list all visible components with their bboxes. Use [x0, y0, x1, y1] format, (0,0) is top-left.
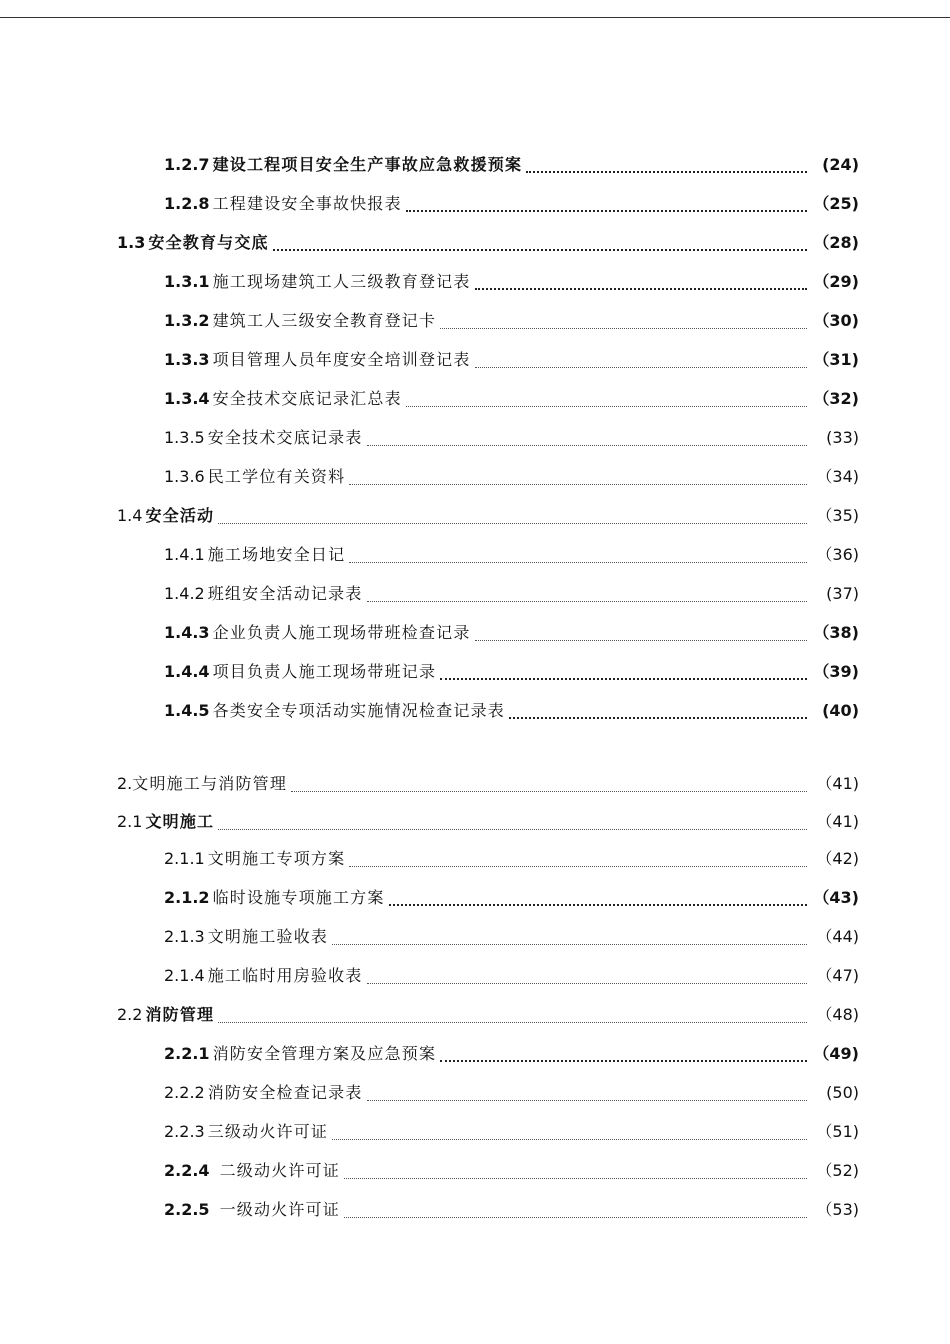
toc-entry-title: 建设工程项目安全生产事故应急救援预案 — [212, 155, 523, 174]
toc-entry-page: (24) — [822, 155, 859, 174]
toc-entry-page: (37) — [826, 584, 859, 603]
toc-entry-1-4-4[interactable] — [0, 659, 950, 685]
dot-leader — [332, 943, 807, 945]
dot-leader — [218, 1021, 807, 1023]
dot-leader — [291, 790, 807, 792]
dot-leader — [440, 327, 807, 329]
toc-entry-2[interactable] — [0, 771, 950, 797]
toc-entry-page: （53) — [816, 1200, 859, 1219]
toc-entry-2-1-4[interactable] — [0, 963, 950, 989]
toc-entry-title: 安全技术交底记录表 — [207, 428, 363, 447]
toc-entry-2-2[interactable] — [0, 1002, 950, 1028]
toc-entry-2-2-5[interactable] — [0, 1197, 950, 1223]
toc-entry-number: 2.1.2 — [164, 888, 210, 907]
toc-entry-label — [164, 152, 522, 178]
dot-leader — [367, 1099, 807, 1101]
toc-entry-title: 建筑工人三级安全教育登记卡 — [212, 311, 437, 330]
toc-entry-number: 1.4 — [117, 506, 143, 525]
dot-leader — [475, 366, 807, 368]
toc-entry-number: 1.4.2 — [164, 584, 205, 603]
toc-entry-number: 2.2.5 — [164, 1200, 210, 1219]
toc-entry-2-1-3[interactable] — [0, 924, 950, 950]
toc-entry-title: 文明施工 — [145, 812, 215, 831]
toc-entry-label — [164, 1080, 363, 1106]
toc-entry-page: （35) — [816, 506, 859, 525]
toc-entry-page: (40) — [822, 701, 859, 720]
dot-leader — [367, 444, 807, 446]
dot-leader — [349, 483, 807, 485]
toc-entry-label — [164, 308, 436, 334]
toc-entry-title: 工程建设安全事故快报表 — [212, 194, 402, 213]
toc-entry-number: 2.1.3 — [164, 927, 205, 946]
toc-entry-label — [117, 809, 214, 835]
toc-entry-label — [164, 846, 345, 872]
toc-entry-number: 1.4.5 — [164, 701, 210, 720]
dot-leader — [273, 248, 807, 251]
toc-entry-title: 二级动火许可证 — [219, 1161, 340, 1180]
toc-entry-1-3-1[interactable] — [0, 269, 950, 295]
toc-entry-page: （42) — [816, 849, 859, 868]
dot-leader — [406, 209, 807, 212]
toc-entry-label — [164, 1119, 328, 1145]
toc-entry-number: 2.2 — [117, 1005, 143, 1024]
toc-entry-title: 消防管理 — [145, 1005, 215, 1024]
toc-entry-label — [117, 1002, 214, 1028]
toc-entry-page: （48) — [816, 1005, 859, 1024]
toc-entry-title: 消防安全检查记录表 — [207, 1083, 363, 1102]
toc-entry-title: 文明施工专项方案 — [207, 849, 346, 868]
toc-entry-title: 项目负责人施工现场带班记录 — [212, 662, 437, 681]
toc-entry-label — [164, 620, 471, 646]
toc-entry-number: 1.2.7 — [164, 155, 210, 174]
toc-entry-title: 文明施工验收表 — [207, 927, 329, 946]
toc-entry-number: 1.4.3 — [164, 623, 210, 642]
toc-entry-title: 文明施工与消防管理 — [132, 774, 288, 793]
toc-entry-title: 三级动火许可证 — [207, 1122, 329, 1141]
dot-leader — [349, 865, 807, 867]
toc-entry-number: 1.3 — [117, 233, 146, 252]
toc-entry-title: 临时设施专项施工方案 — [212, 888, 385, 907]
toc-entry-number: 2.1.1 — [164, 849, 205, 868]
toc-entry-label — [164, 885, 385, 911]
toc-entry-label — [164, 1158, 340, 1184]
toc-entry-label — [164, 386, 402, 412]
toc-entry-label — [117, 230, 269, 256]
toc-entry-page: （52) — [816, 1161, 859, 1180]
toc-entry-page: (33) — [826, 428, 859, 447]
toc-entry-2-1[interactable] — [0, 809, 950, 835]
toc-entry-page: （39) — [813, 662, 859, 681]
toc-entry-title: 安全活动 — [145, 506, 215, 525]
toc-entry-title: 各类安全专项活动实施情况检查记录表 — [212, 701, 505, 720]
toc-entry-title: 班组安全活动记录表 — [207, 584, 363, 603]
dot-leader — [440, 677, 807, 680]
toc-entry-page: （43) — [813, 888, 859, 907]
toc-entry-title: 消防安全管理方案及应急预案 — [212, 1044, 437, 1063]
toc-entry-number: 2.2.4 — [164, 1161, 210, 1180]
toc-entry-page: （41) — [816, 774, 859, 793]
toc-entry-page: （32) — [813, 389, 859, 408]
dot-leader — [526, 170, 807, 173]
toc-entry-2-2-1[interactable] — [0, 1041, 950, 1067]
dot-leader — [349, 561, 807, 563]
toc-entry-label — [164, 425, 363, 451]
toc-entry-label — [164, 924, 328, 950]
toc-entry-1-4-3[interactable] — [0, 620, 950, 646]
toc-entry-page: （28) — [813, 233, 859, 252]
dot-leader — [475, 639, 807, 641]
toc-entry-number: 1.2.8 — [164, 194, 210, 213]
toc-entry-label — [164, 347, 471, 373]
toc-entry-2-2-3[interactable] — [0, 1119, 950, 1145]
toc-entry-number: 2. — [117, 774, 133, 793]
dot-leader — [344, 1177, 807, 1179]
toc-entry-1-4-5[interactable] — [0, 698, 950, 724]
dot-leader — [218, 828, 807, 830]
dot-leader — [509, 716, 807, 719]
toc-entry-1-4[interactable] — [0, 503, 950, 529]
dot-leader — [440, 1059, 807, 1062]
toc-entry-label — [164, 1197, 340, 1223]
toc-entry-1-2-8[interactable] — [0, 191, 950, 217]
toc-entry-page: （41) — [816, 812, 859, 831]
toc-entry-label — [164, 191, 402, 217]
dot-leader — [406, 405, 807, 407]
toc-entry-number: 2.2.3 — [164, 1122, 205, 1141]
toc-entry-label — [164, 269, 471, 295]
toc-entry-number: 2.2.1 — [164, 1044, 210, 1063]
toc-entry-page: （29) — [813, 272, 859, 291]
toc-entry-number: 2.1.4 — [164, 966, 205, 985]
toc-entry-title: 项目管理人员年度安全培训登记表 — [212, 350, 471, 369]
toc-entry-label — [164, 963, 363, 989]
toc-entry-number: 1.3.6 — [164, 467, 205, 486]
toc-entry-title: 施工临时用房验收表 — [207, 966, 363, 985]
toc-entry-1-3-2[interactable] — [0, 308, 950, 334]
toc-entry-label — [164, 464, 345, 490]
toc-entry-page: （36) — [816, 545, 859, 564]
toc-entry-title: 施工现场建筑工人三级教育登记表 — [212, 272, 471, 291]
toc-entry-label — [164, 698, 505, 724]
toc-entry-page: (50) — [826, 1083, 859, 1102]
dot-leader — [475, 287, 807, 290]
toc-entry-label — [164, 542, 345, 568]
toc-entry-2-1-2[interactable] — [0, 885, 950, 911]
toc-entry-number: 2.1 — [117, 812, 143, 831]
toc-entry-number: 1.3.1 — [164, 272, 210, 291]
toc-entry-number: 1.3.3 — [164, 350, 210, 369]
toc-entry-label — [117, 503, 214, 529]
toc-entry-1-3-6[interactable] — [0, 464, 950, 490]
toc-entry-1-3[interactable] — [0, 230, 950, 256]
toc-entry-2-2-2[interactable] — [0, 1080, 950, 1106]
toc-entry-page: （44) — [816, 927, 859, 946]
toc-entry-number: 1.3.4 — [164, 389, 210, 408]
toc-entry-number: 2.2.2 — [164, 1083, 205, 1102]
toc-entry-label — [117, 771, 287, 797]
header-rule — [0, 17, 950, 18]
toc-entry-title: 民工学位有关资料 — [207, 467, 346, 486]
toc-entry-page: （49) — [813, 1044, 859, 1063]
dot-leader — [218, 522, 807, 524]
toc-entry-1-2-7[interactable] — [0, 152, 950, 178]
toc-entry-label — [164, 1041, 436, 1067]
toc-entry-title: 企业负责人施工现场带班检查记录 — [212, 623, 471, 642]
toc-entry-2-1-1[interactable] — [0, 846, 950, 872]
toc-entry-1-3-5[interactable] — [0, 425, 950, 451]
toc-entry-2-2-4[interactable] — [0, 1158, 950, 1184]
toc-entry-number: 1.3.2 — [164, 311, 210, 330]
toc-entry-1-3-3[interactable] — [0, 347, 950, 373]
toc-entry-1-3-4[interactable] — [0, 386, 950, 412]
toc-entry-1-4-1[interactable] — [0, 542, 950, 568]
dot-leader — [332, 1138, 807, 1140]
dot-leader — [367, 600, 807, 602]
toc-entry-page: （51) — [816, 1122, 859, 1141]
toc-entry-page: （25) — [813, 194, 859, 213]
toc-entry-page: （47) — [816, 966, 859, 985]
dot-leader — [367, 982, 807, 984]
toc-entry-title: 一级动火许可证 — [219, 1200, 340, 1219]
toc-entry-page: （30) — [813, 311, 859, 330]
toc-entry-label — [164, 659, 436, 685]
toc-entry-1-4-2[interactable] — [0, 581, 950, 607]
toc-entry-page: （31) — [813, 350, 859, 369]
toc-entry-page: （38) — [813, 623, 859, 642]
toc-entry-page: （34) — [816, 467, 859, 486]
toc-entry-title: 安全技术交底记录汇总表 — [212, 389, 402, 408]
toc-entry-title: 安全教育与交底 — [148, 233, 269, 252]
dot-leader — [344, 1216, 807, 1218]
toc-entry-label — [164, 581, 363, 607]
dot-leader — [389, 903, 807, 906]
toc-entry-number: 1.4.4 — [164, 662, 210, 681]
toc-entry-number: 1.3.5 — [164, 428, 205, 447]
toc-entry-number: 1.4.1 — [164, 545, 205, 564]
toc-entry-title: 施工场地安全日记 — [207, 545, 346, 564]
